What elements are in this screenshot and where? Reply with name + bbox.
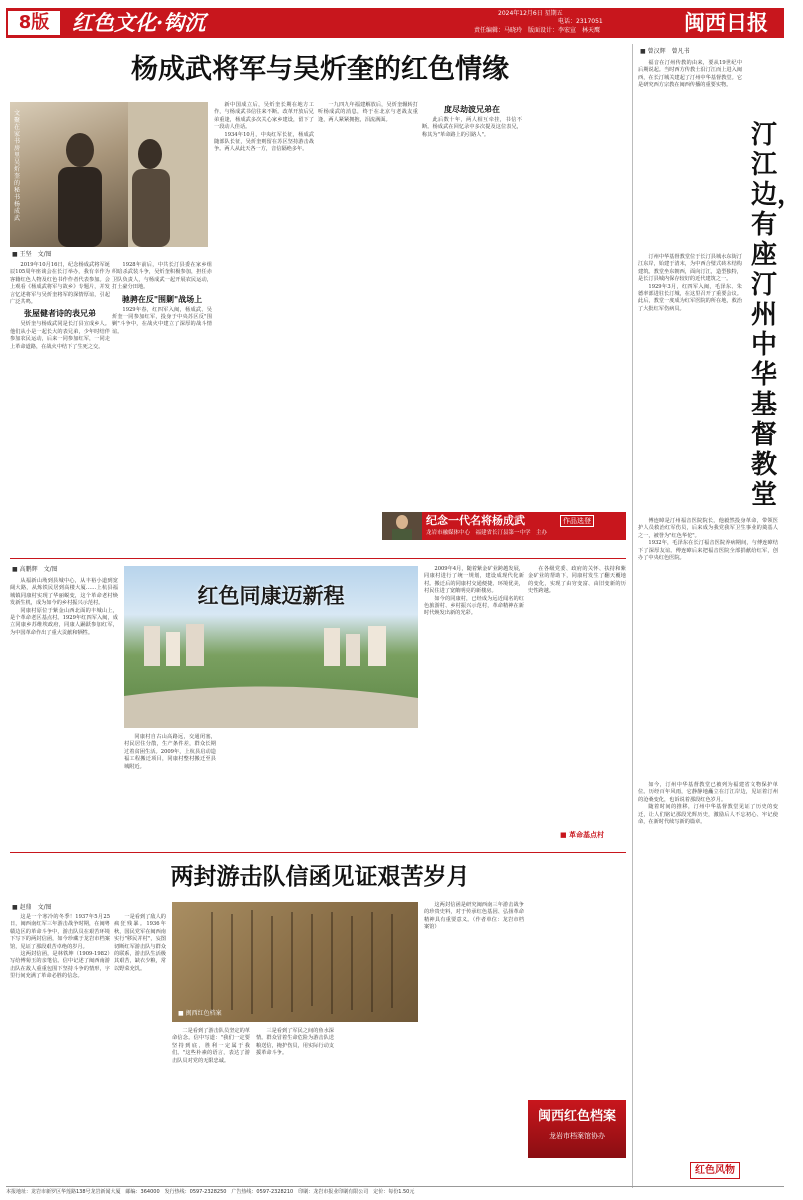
- masthead: [6, 8, 784, 38]
- article2-photo: [124, 566, 418, 728]
- article3-col3: [172, 1028, 250, 1182]
- article1-col6: [526, 102, 626, 512]
- article3-para5: 三是看到了军民之间的鱼水深情。群众冒着生命危险为游击队送粮送信，掩护伤员，用实际行动支援革命斗争。: [256, 1028, 334, 1057]
- archive-sub: 龙岩市档案馆协办: [549, 1132, 605, 1140]
- editor-line: 责任编辑：马晓玲 版面设计：李宏宣 林天鹰: [474, 27, 601, 34]
- sidebar-col2: [638, 254, 742, 514]
- article1-col5: [422, 102, 522, 512]
- archive-label: 闽西红色档案: [537, 1109, 616, 1124]
- sidebar-para6: 如今，汀州中华基督教堂已被列为福建省文物保护单位。历经百年风雨，它静静地矗立在汀江岸边，见证着汀州的沧桑变化，也诉说着那段红色岁月。: [638, 782, 778, 803]
- sidebar-title: 汀江边，有座汀州中华基督教堂: [751, 120, 803, 510]
- sidebar-para3: 1929年3月，红四军入闽，毛泽东、朱德率部进驻长汀城，在这里召开了重要会议。此后，教堂一度成为红军医院的所在地，救治了大批红军伤病员。: [638, 283, 742, 312]
- article1-subhead2: 驰骋在反"围剿"战场上: [121, 293, 203, 304]
- portrait-illustration: [10, 102, 208, 247]
- article1-author: ■ 王坚 文/图: [12, 251, 52, 258]
- general-portrait-icon: [382, 512, 422, 540]
- article3-para1: 这是一个寒冷的冬季！1937年5月25日，闽西南红军三年游击战争时期，在闽粤赣边区的革命斗争中，游击队员在艰苦环境下写下的两封信函，如今珍藏于龙岩市档案馆，见证了那段艰苦卓绝的岁月。: [10, 914, 110, 950]
- article2-author: ■ 高鹏辉 文/图: [12, 566, 58, 573]
- handwritten-letter-illustration: [172, 902, 418, 1022]
- tel-line: 电话：2317051: [558, 18, 603, 25]
- article1-title: 杨成武将军与吴炘奎的红色情缘: [131, 54, 509, 85]
- article1-subhead3: 度尽劫波兄弟在: [444, 104, 500, 114]
- photo-caption: 文聚在家书房里吴炘奎的秘书杨成武: [14, 110, 21, 222]
- article1-para1: 2019年10月16日，纪念杨成武将军诞辰105周年座谈会在长汀举办，我有幸作为客籍红色人物及红色书作作者代表参加。会上观看《杨成武将军与故乡》专题片，并发言忆述将军与吴炘奎将军的深情厚谊，引起广泛共鸣。: [10, 262, 110, 306]
- sidebar-col4: [638, 782, 778, 1112]
- sidebar-para2: 汀州中华基督教堂位于长汀县城水东街汀江东岸，始建于清末，为中西合璧式砖木结构建筑。教堂坐东朝西，面向汀江，造型独特，是长汀县城内保存较好的近代建筑之一。: [638, 254, 742, 283]
- article1-col1: [10, 262, 110, 512]
- article1-col3: [214, 102, 314, 512]
- article1-photo: [10, 102, 208, 247]
- sidebar-column-tag: 红色风物: [690, 1162, 740, 1179]
- article3-col1: [10, 914, 110, 1182]
- article3-para4: 二是看到了游击队员坚定的革命信念。信中写道："我们一定要坚持到底，胜利一定属于我们。"这些朴素的语言，表达了游击队员对党的无限忠诚。: [172, 1028, 250, 1064]
- article2-para6: 在各级党委、政府的关怀、扶持和紫金矿业的帮助下，同康村发生了翻天覆地的变化，实现了由穷变富、由旧变新的历史性跨越。: [528, 566, 626, 595]
- article2-para3: 同康村自古山高路远，交通闭塞，村民居住分散，生产条件差，群众长期过着贫困生活。2009年，上杭县启动造福工程搬迁项目，同康村整村搬迁至县城附近。: [124, 734, 216, 770]
- commemoration-banner: [382, 512, 626, 540]
- article3-col5: [340, 1028, 418, 1182]
- article3-para3: 一是看到了敌人的疯狂残暴。1936年秋，国民党军在闽西南实行"移民并村"，妄图切断红军游击队与群众的联系，游击队生活极其艰苦，缺衣少粮，常以野菜充饥。: [114, 914, 166, 972]
- letter-photo: [172, 902, 418, 1022]
- article2-col5: [424, 566, 524, 840]
- article3-col2: [114, 914, 166, 1182]
- article2-para2: 同康村原位于紫金山西北面的丰城山上，是个革命老区基点村。1929年红四军入闽，成立同康乡苏维埃政府，同康人踊跃参加红军，为中国革命作出了重大贡献和牺牲。: [10, 607, 118, 636]
- page-number: 8版: [8, 11, 60, 35]
- article3-author: ■ 赵鼎 文/图: [12, 904, 52, 911]
- article2-title: 红色同康迈新程: [197, 583, 345, 608]
- article1-para4: 1929年春，红四军入闽，杨成武、吴炘奎一同参加红军，投身于中央苏区反"围剿"斗争中，在战火中建立了深厚的战斗情谊。: [112, 306, 212, 335]
- article3-para6: 这两封信函是研究闽西南三年游击战争的珍贵史料，对于传承红色基因、弘扬革命精神具有重要意义。（作者单位：龙岩市档案馆）: [424, 902, 524, 931]
- article1-col4: [318, 102, 418, 512]
- footer-rule: [6, 1186, 784, 1187]
- sidebar-para1: 福音在汀州传教的由来，要从19世纪中后期说起。当时西方传教士沿汀江而上进入闽西，在长汀城关建起了汀州中华基督教堂。它是研究西方宗教在闽西传播的重要实物。: [638, 60, 742, 89]
- sidebar-para5: 1932年，毛泽东在长汀福音医院养病期间，与傅连暲结下了深厚友谊。傅连暲后来把福音医院全部捐献给红军，创办了中央红色医院。: [638, 540, 778, 562]
- article3-col7: [528, 902, 626, 1092]
- sidebar-col1: [638, 60, 742, 250]
- article2-para4: 2009年4月，随着紫金矿业跨越发展，同康村进行了统一规划，建设成现代化新村。搬迁后的同康村交通便捷、环境优美，村民住进了宽敞明亮的新楼房。: [424, 566, 524, 595]
- article1-para5: 新中国成立后，吴炘奎长期在地方工作，与杨成武书信往来不断。改革开放后兄弟重逢，杨成武多次关心家乡建设，留下了一段动人佳话。: [214, 102, 314, 131]
- article2-col2: [124, 734, 216, 840]
- date-line: 2024年12月6日 星期五: [498, 10, 563, 17]
- sidebar-author: ■ 曾汉辉 曾凡书: [640, 48, 690, 55]
- article2-col4: [320, 734, 418, 840]
- article1-col2: [112, 262, 212, 512]
- article1-subhead1: 张屋健者诗的表兄弟: [24, 308, 96, 319]
- article2-para5: 如今的同康村，已经成为远近闻名的红色旅游村、乡村振兴示范村，革命精神在新时代焕发出新的光彩。: [424, 595, 524, 617]
- article3-col6: [424, 902, 524, 1182]
- archive-box: [528, 1100, 626, 1158]
- article1-para6: 1934年10月，中央红军长征，杨成武随部队长征，吴炘奎则留在苏区坚持游击战争。两人从此天各一方，音信隔绝多年。: [214, 131, 314, 153]
- article3-col4: [256, 1028, 334, 1182]
- article3-para2: 这两封信函，是林铁坤（1909-1982）写给傅菊玉的亲笔信。信中记述了闽西南游击队在敌人重重包围下坚持斗争的情形，字里行间充满了革命必胜的信念。: [10, 951, 110, 980]
- article1-para2: 吴炘奎与杨成武同是长汀县宣成乡人。他们从小是一起长大的表兄弟，少年时结伴参加农民运动，后来一同参加红军，一同走上革命道路，在战火中结下了生死之交。: [10, 321, 110, 350]
- article3-title: 两封游击队信函见证艰苦岁月: [170, 863, 470, 890]
- article2-para1: 从福新山坳到县城中心，从丰裕小道到宽阔大路，从炼铁民居到高楼大厦……上杭县福城镇同康村实现了华丽蜕变，这个革命老村焕发新生机，成为如今的乡村振兴示范村。: [10, 578, 118, 607]
- sidebar-col3: [638, 518, 778, 778]
- article1-para8: 此后数十年，两人相互牵挂，书信不断。杨成武在回忆录中多次提及这位表兄，称其为"革命路上的引路人"。: [422, 117, 522, 138]
- sidebar-para4: 傅连暲是汀州福音医院院长，他毅然投身革命，带领医护人员救治红军伤员，后来成为我党我军卫生事业的奠基人之一，被誉为"红色华佗"。: [638, 518, 778, 539]
- footer: 本报地址：龙岩市新罗区华莲路138号龙岩新闻大厦 邮编：364000 发行热线：0597-2328250 广告热线：0597-2328210 印刷：龙岩市报业印刷有限公司 定价：每份1.50元: [6, 1189, 415, 1195]
- article2-col3: [222, 734, 314, 840]
- article1-para3: 1928年前后，中共长汀县委在家乡组织暗杀武装斗争，吴炘奎积极参加，担任赤卫队负责人，与杨成武一起开展农民运动，打土豪分田地。: [112, 262, 212, 291]
- section-name: 红色文化·钩沉: [72, 10, 206, 35]
- paper-name: 闽西日报: [684, 10, 768, 35]
- banner-title: 纪念一代名将杨成武: [426, 514, 525, 527]
- sidebar-para7: 随着时间的推移，汀州中华基督教堂见证了历史的变迁，让人们铭记那段光辉历史，激励后人不忘初心、牢记使命，在新时代续写新的篇章。: [638, 804, 778, 826]
- banner-stamp: 作品选登: [560, 515, 594, 527]
- article2-caption: ■ 革命基点村: [560, 830, 605, 839]
- article1-para7: 一九四九年福建解放后，吴炘奎辗转打听杨成武的消息，终于在北京与老战友重逢，两人紧紧拥抱，泪流满面。: [318, 102, 418, 123]
- letter-photo-caption: ■ 闽西红色档案: [178, 1010, 222, 1017]
- article2-col1: [10, 578, 118, 840]
- banner-subtitle: 龙岩市融媒体中心 福建省长汀县第一中学 主办: [426, 530, 548, 536]
- article2-col6: [528, 566, 626, 828]
